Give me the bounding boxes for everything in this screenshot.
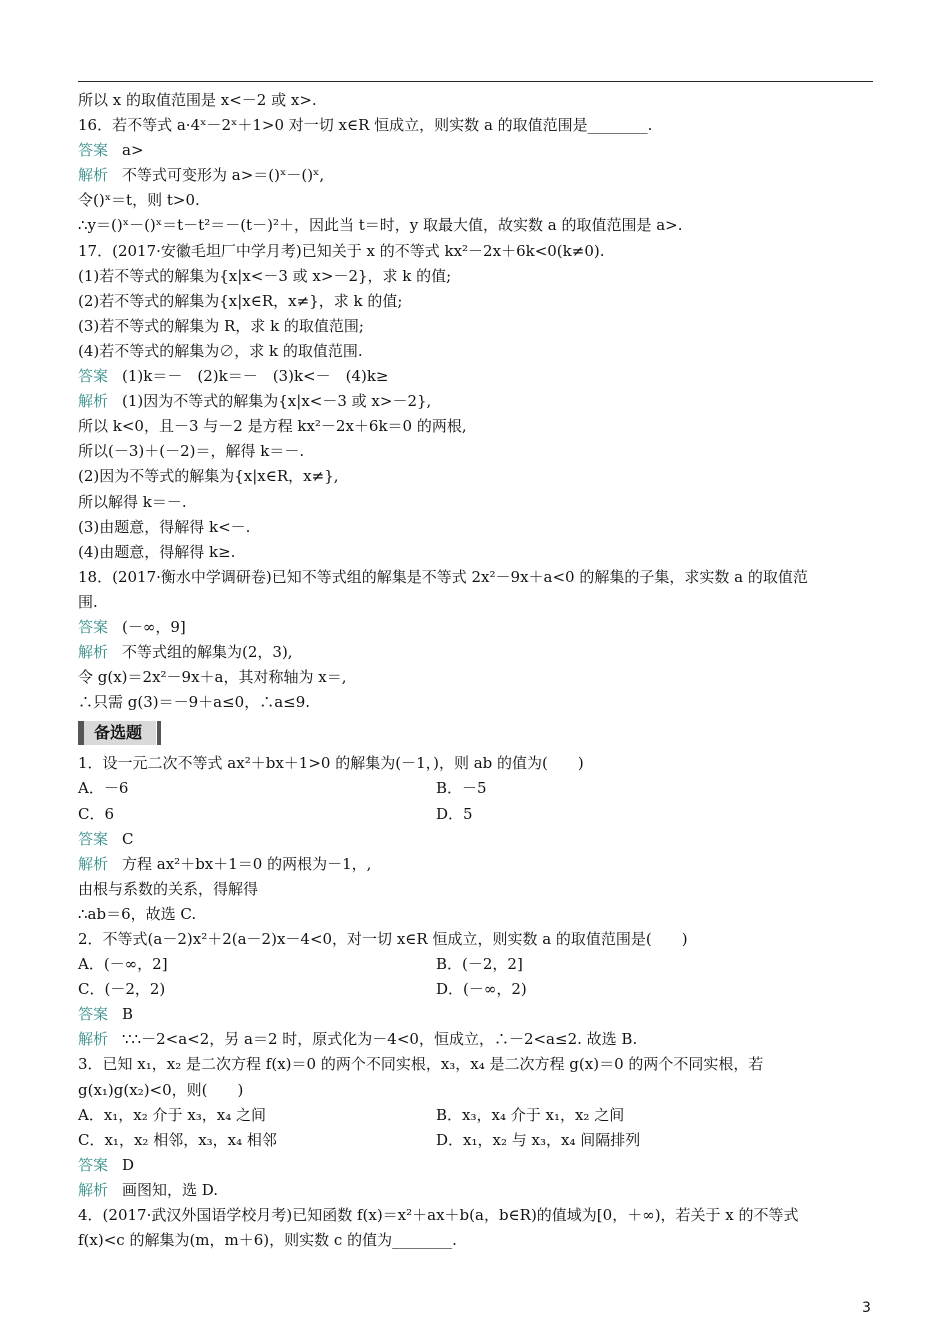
text-line bbox=[78, 1178, 878, 1203]
text-line bbox=[78, 927, 878, 952]
line-text: 所以 x 的取值范围是 x<－2 或 x>. bbox=[78, 91, 317, 109]
text-line bbox=[78, 213, 878, 238]
text-line bbox=[78, 264, 878, 289]
option-text: A．(－∞，2] bbox=[78, 955, 168, 974]
line-text: (1)若不等式的解集为{x|x<－3 或 x>－2}，求 k 的值; bbox=[78, 266, 452, 285]
line-text: (3)由题意，得解得 k<－. bbox=[78, 517, 251, 536]
text-line bbox=[78, 590, 878, 615]
option-text: D．x₁，x₂ 与 x₃，x₄ 间隔排列 bbox=[436, 1130, 641, 1149]
text-line bbox=[78, 1078, 878, 1103]
line-text: (1)k＝－ (2)k＝－ (3)k<－ (4)k≥ bbox=[122, 367, 389, 386]
line-text: 所以 k<0，且－3 与－2 是方程 kx²－2x＋6k＝0 的两根, bbox=[78, 417, 467, 436]
line-text: 由根与系数的关系，得解得 bbox=[78, 879, 259, 898]
text-line bbox=[78, 1153, 878, 1178]
options-row bbox=[78, 802, 878, 827]
line-text: 不等式组的解集为(2，3), bbox=[122, 643, 293, 662]
text-line bbox=[78, 414, 878, 439]
line-text: (4)若不等式的解集为∅，求 k 的取值范围. bbox=[78, 341, 363, 360]
option-text: D．5 bbox=[436, 804, 473, 823]
text-line bbox=[78, 852, 878, 877]
answer-tag: 答案 bbox=[78, 367, 109, 386]
line-text: D bbox=[122, 1155, 135, 1174]
text-line bbox=[78, 902, 878, 927]
option-text: C．(－2，2) bbox=[78, 980, 166, 999]
text-line bbox=[78, 289, 878, 314]
section-header bbox=[78, 721, 878, 745]
line-text: 1．设一元二次不等式 ax²＋bx＋1>0 的解集为(－1，)，则 ab 的值为( ) bbox=[78, 754, 584, 773]
line-text: 画图知，选 D. bbox=[122, 1180, 219, 1199]
text-line bbox=[78, 88, 878, 113]
header-rule bbox=[78, 81, 873, 82]
answer-tag: 解析 bbox=[78, 392, 109, 411]
answer-tag: 解析 bbox=[78, 643, 109, 662]
line-text: (4)由题意，得解得 k≥. bbox=[78, 542, 236, 561]
answer-tag: 解析 bbox=[78, 1180, 109, 1199]
line-text: 2．不等式(a－2)x²＋2(a－2)x－4<0，对一切 x∈R 恒成立，则实数 a 的取值范围是( ) bbox=[78, 930, 688, 948]
line-text: 3．已知 x₁，x₂ 是二次方程 f(x)＝0 的两个不同实根，x₃，x₄ 是二次方程 g(x)＝0 的两个不同实根，若 bbox=[78, 1055, 764, 1074]
text-line bbox=[78, 1203, 878, 1228]
answer-tag: 答案 bbox=[78, 1005, 109, 1024]
line-text: 令()ˣ＝t，则 t>0. bbox=[78, 191, 200, 210]
line-text: 17．(2017·安徽毛坦厂中学月考)已知关于 x 的不等式 kx²－2x＋6k<0(k≠0). bbox=[78, 241, 605, 260]
option-text: D．(－∞，2) bbox=[436, 980, 527, 999]
text-line bbox=[78, 1052, 878, 1077]
text-line bbox=[78, 690, 878, 715]
text-line bbox=[78, 1027, 878, 1052]
page-content bbox=[78, 88, 878, 1253]
line-text: a> bbox=[122, 141, 144, 160]
answer-tag: 答案 bbox=[78, 617, 109, 636]
text-line bbox=[78, 540, 878, 565]
answer-tag: 解析 bbox=[78, 166, 109, 185]
line-text: (2)因为不等式的解集为{x|x∈R，x≠}, bbox=[78, 467, 339, 486]
text-line bbox=[78, 339, 878, 364]
line-text: ∵∴－2<a<2，另 a＝2 时，原式化为－4<0，恒成立，∴－2<a≤2. 故选 B. bbox=[122, 1030, 638, 1049]
page-number: 3 bbox=[862, 1300, 871, 1316]
text-line bbox=[78, 389, 878, 414]
backup-text bbox=[78, 751, 878, 1253]
options-row bbox=[78, 1103, 878, 1128]
line-text: g(x₁)g(x₂)<0，则( ) bbox=[78, 1080, 244, 1099]
line-text: (1)因为不等式的解集为{x|x<－3 或 x>－2}, bbox=[122, 392, 432, 411]
option-text: C．x₁，x₂ 相邻，x₃，x₄ 相邻 bbox=[78, 1130, 277, 1149]
line-text: 18．(2017·衡水中学调研卷)已知不等式组的解集是不等式 2x²－9x＋a<0 的解集的子集，求实数 a 的取值范 bbox=[78, 567, 808, 586]
text-line bbox=[78, 188, 878, 213]
answer-tag: 解析 bbox=[78, 1030, 109, 1049]
options-row bbox=[78, 1128, 878, 1153]
line-text: 方程 ax²＋bx＋1＝0 的两根为－1，, bbox=[122, 854, 372, 873]
text-line bbox=[78, 364, 878, 389]
line-text: 不等式可变形为 a>＝()ˣ－()ˣ, bbox=[122, 166, 325, 185]
text-line bbox=[78, 877, 878, 902]
answer-tag: 答案 bbox=[78, 829, 109, 848]
text-line bbox=[78, 515, 878, 540]
line-text: ∴y＝()ˣ－()ˣ＝t－t²＝－(t－)²＋，因此当 t＝时，y 取最大值，故实数 a 的取值范围是 a>. bbox=[78, 216, 683, 235]
text-line bbox=[78, 827, 878, 852]
line-text: C bbox=[122, 829, 134, 848]
text-line bbox=[78, 138, 878, 163]
line-text: B bbox=[122, 1005, 134, 1024]
option-text: A．x₁，x₂ 介于 x₃，x₄ 之间 bbox=[78, 1105, 267, 1124]
option-text: B．－5 bbox=[436, 779, 487, 798]
line-text: (－∞，9] bbox=[122, 617, 186, 636]
text-line bbox=[78, 490, 878, 515]
main-text bbox=[78, 88, 878, 715]
line-text: 围. bbox=[78, 592, 98, 611]
line-text: 所以(－3)＋(－2)＝，解得 k＝－. bbox=[78, 442, 305, 461]
text-line bbox=[78, 615, 878, 640]
options-row bbox=[78, 977, 878, 1002]
answer-tag: 解析 bbox=[78, 854, 109, 873]
text-line bbox=[78, 565, 878, 590]
text-line bbox=[78, 314, 878, 339]
text-line bbox=[78, 665, 878, 690]
line-text: ∴ab＝6，故选 C. bbox=[78, 904, 197, 923]
option-text: C．6 bbox=[78, 804, 115, 823]
text-line bbox=[78, 751, 878, 776]
options-row bbox=[78, 952, 878, 977]
line-text: 4．(2017·武汉外国语学校月考)已知函数 f(x)＝x²＋ax＋b(a，b∈R)的值域为[0，＋∞)，若关于 x 的不等式 bbox=[78, 1206, 799, 1225]
line-text: f(x)<c 的解集为(m，m＋6)，则实数 c 的值为________. bbox=[78, 1231, 457, 1250]
line-text: ∴只需 g(3)＝－9＋a≤0，∴a≤9. bbox=[78, 693, 311, 712]
text-line bbox=[78, 113, 878, 138]
section-bar-right bbox=[157, 721, 161, 745]
line-text: 令 g(x)＝2x²－9x＋a，其对称轴为 x＝, bbox=[78, 668, 347, 687]
text-line bbox=[78, 1228, 878, 1253]
answer-tag: 答案 bbox=[78, 1155, 109, 1174]
options-row bbox=[78, 776, 878, 801]
text-line bbox=[78, 239, 878, 264]
option-text: B．(－2，2] bbox=[436, 955, 523, 974]
text-line bbox=[78, 464, 878, 489]
line-text: 所以解得 k＝－. bbox=[78, 492, 187, 511]
answer-tag: 答案 bbox=[78, 141, 109, 160]
text-line bbox=[78, 163, 878, 188]
text-line bbox=[78, 439, 878, 464]
option-text: B．x₃，x₄ 介于 x₁，x₂ 之间 bbox=[436, 1105, 625, 1124]
text-line bbox=[78, 640, 878, 665]
option-text: A．－6 bbox=[78, 779, 129, 798]
section-title: 备选题 bbox=[84, 721, 156, 745]
line-text: 16．若不等式 a·4ˣ－2ˣ＋1>0 对一切 x∈R 恒成立，则实数 a 的取值范围是________. bbox=[78, 116, 653, 135]
line-text: (3)若不等式的解集为 R，求 k 的取值范围; bbox=[78, 316, 364, 335]
text-line bbox=[78, 1002, 878, 1027]
line-text: (2)若不等式的解集为{x|x∈R，x≠}，求 k 的值; bbox=[78, 291, 403, 310]
